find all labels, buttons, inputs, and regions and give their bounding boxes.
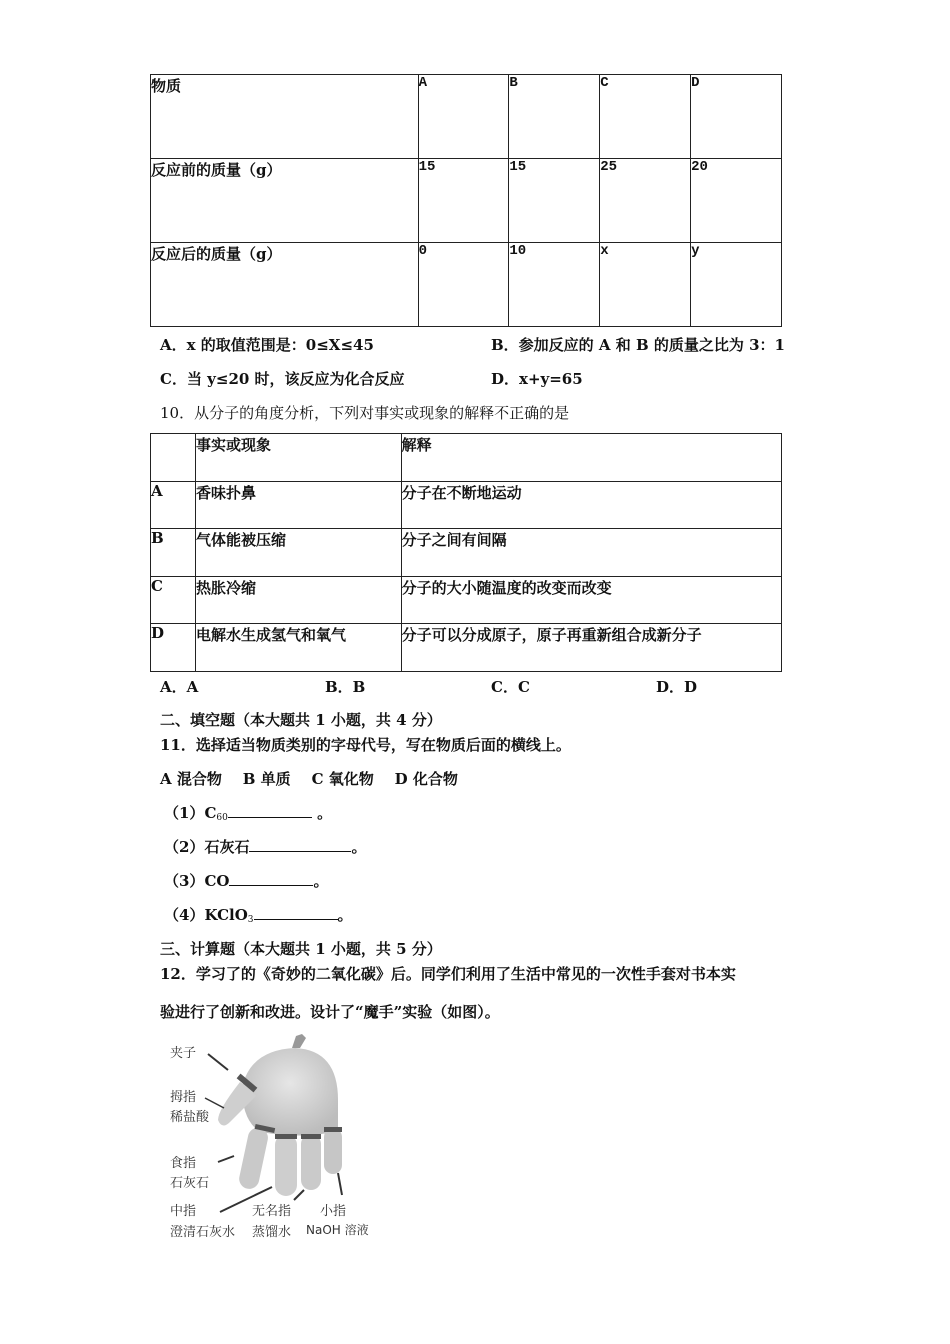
- row-key: B: [151, 529, 196, 577]
- label-index-content: 石灰石: [170, 1176, 210, 1191]
- q12-text-line-1: 12．学习了的《奇妙的二氧化碳》后。同学们利用了生活中常见的一次性手套对书本实: [160, 965, 736, 983]
- q10-stem: 10．从分子的角度分析，下列对事实或现象的解释不正确的是: [160, 404, 570, 422]
- table-header-cell: C: [600, 75, 691, 159]
- label-clip: 夹子: [170, 1046, 197, 1061]
- table-cell: 10: [509, 243, 600, 327]
- answer-blank[interactable]: [249, 837, 351, 852]
- table-cell: 分子可以分成原子，原子再重新组合成新分子: [401, 624, 781, 672]
- answer-blank[interactable]: [228, 803, 312, 818]
- table-cell: 气体能被压缩: [195, 529, 401, 577]
- answer-blank[interactable]: [254, 905, 338, 920]
- table-cell: 20: [691, 159, 782, 243]
- answer-blank[interactable]: [229, 871, 313, 886]
- item-end: 。: [337, 906, 353, 924]
- table-header-cell: 事实或现象: [195, 434, 401, 482]
- section-2-title: 二、填空题（本大题共 1 小题，共 4 分）: [160, 711, 442, 729]
- q9-option-b: B．参加反应的 A 和 B 的质量之比为 3：1: [491, 336, 785, 354]
- table-cell: 15: [509, 159, 600, 243]
- item-number: （3）: [164, 872, 205, 890]
- table-cell: 25: [600, 159, 691, 243]
- table-row: [151, 624, 782, 672]
- item-end: 。: [351, 838, 367, 856]
- table-cell: 分子在不断地运动: [401, 481, 781, 529]
- label-middle: 中指: [170, 1204, 197, 1219]
- table-header-cell: A: [418, 75, 509, 159]
- magic-hand-figure: [160, 1030, 390, 1250]
- q11-item-4: [164, 904, 353, 925]
- molecule-explanation-table: [150, 433, 782, 672]
- label-middle-content: 澄清石灰水: [170, 1225, 236, 1240]
- table-cell: 香味扑鼻: [195, 481, 401, 529]
- item-number: （1）: [164, 804, 205, 822]
- table-cell: 0: [418, 243, 509, 327]
- table-cell: 15: [418, 159, 509, 243]
- q9-option-a: A．x 的取值范围是：0≤X≤45: [160, 336, 374, 354]
- q10-option-d: D．D: [656, 678, 698, 696]
- label-ring-content: 蒸馏水: [252, 1225, 292, 1240]
- table-cell: 电解水生成氢气和氧气: [195, 624, 401, 672]
- table-cell: 分子之间有间隔: [401, 529, 781, 577]
- table-header-cell: 解释: [401, 434, 781, 482]
- q11-stem: 11．选择适当物质类别的字母代号，写在物质后面的横线上。: [160, 736, 571, 754]
- item-number: （2）: [164, 838, 205, 856]
- item-formula: KClO: [204, 906, 248, 924]
- table-row: [151, 481, 782, 529]
- table-cell: y: [691, 243, 782, 327]
- q12-text-line-2: 验进行了创新和改进。设计了“魔手”实验（如图）。: [160, 1003, 500, 1021]
- q10-option-a: A．A: [160, 678, 199, 696]
- item-number: （4）: [164, 906, 205, 924]
- q11-item-1: [164, 802, 332, 823]
- item-end: 。: [313, 872, 329, 890]
- table-header-cell: B: [509, 75, 600, 159]
- table-row: [151, 576, 782, 624]
- table-row: [151, 529, 782, 577]
- table-header-cell: D: [691, 75, 782, 159]
- row-key: D: [151, 624, 196, 672]
- row-key: C: [151, 576, 196, 624]
- q11-categories: [160, 768, 458, 789]
- label-thumb: 拇指: [170, 1090, 197, 1105]
- table-cell: 分子的大小随温度的改变而改变: [401, 576, 781, 624]
- label-ring: 无名指: [252, 1204, 292, 1219]
- row-label: 反应后的质量（g）: [151, 243, 419, 327]
- q10-option-b: B．B: [325, 678, 366, 696]
- table-header-cell: [151, 434, 196, 482]
- row-label: 反应前的质量（g）: [151, 159, 419, 243]
- table-header-cell: 物质: [151, 75, 419, 159]
- item-formula: 石灰石: [204, 838, 250, 856]
- table-row: [151, 159, 782, 243]
- item-formula: C: [204, 804, 217, 822]
- reaction-mass-table: [150, 74, 782, 327]
- category-c: C 氧化物: [311, 770, 374, 788]
- item-formula: CO: [204, 872, 230, 890]
- q9-option-d: D．x+y=65: [491, 370, 583, 388]
- q11-item-3: [164, 870, 328, 891]
- label-little: 小指: [320, 1204, 347, 1219]
- item-subscript: 60: [216, 813, 228, 823]
- item-subscript: 3: [247, 915, 254, 925]
- category-a: A 混合物: [160, 770, 222, 788]
- table-cell: x: [600, 243, 691, 327]
- q10-option-c: C．C: [491, 678, 530, 696]
- table-row: [151, 243, 782, 327]
- table-cell: 热胀冷缩: [195, 576, 401, 624]
- q9-option-c: C．当 y≤20 时，该反应为化合反应: [160, 370, 405, 388]
- label-little-content: NaOH 溶液: [306, 1223, 369, 1237]
- label-index: 食指: [170, 1156, 197, 1171]
- category-b: B 单质: [242, 770, 291, 788]
- category-d: D 化合物: [394, 770, 458, 788]
- item-end: 。: [317, 804, 333, 822]
- table-header-row: [151, 434, 782, 482]
- row-key: A: [151, 481, 196, 529]
- label-thumb-content: 稀盐酸: [170, 1110, 210, 1125]
- q11-item-2: [164, 836, 366, 857]
- table-header-row: [151, 75, 782, 159]
- section-3-title: 三、计算题（本大题共 1 小题，共 5 分）: [160, 940, 442, 958]
